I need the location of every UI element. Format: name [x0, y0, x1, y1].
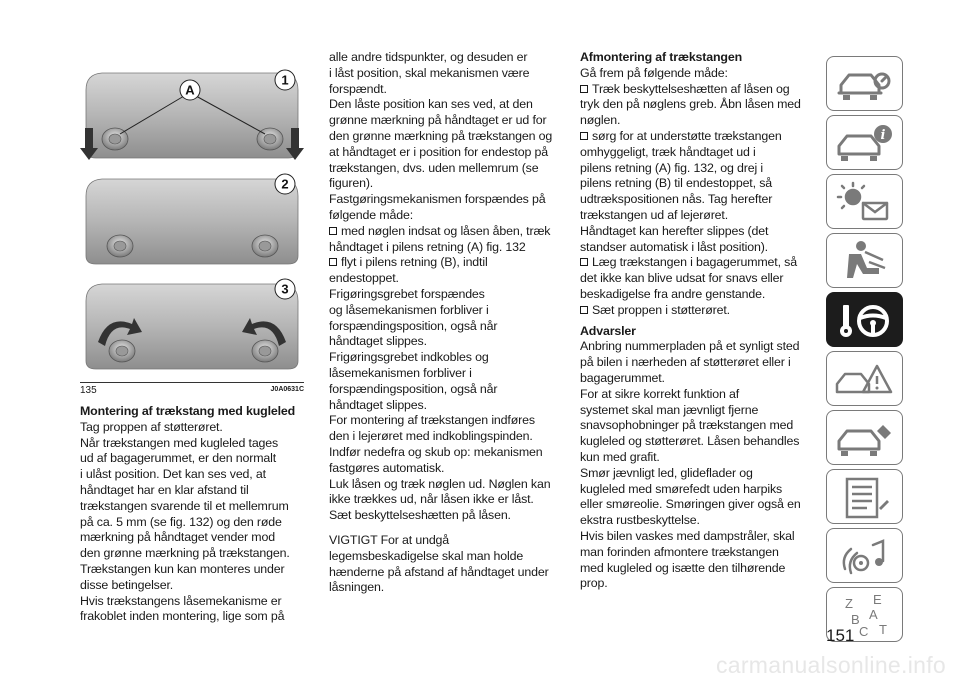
- column-1: [80, 404, 316, 625]
- text-line: at håndtaget er i position for endestop på: [329, 144, 548, 159]
- index-letter-z: Z: [845, 596, 853, 611]
- callout-1: 1: [281, 72, 289, 88]
- column-3: [580, 50, 820, 592]
- car-info-icon: [827, 116, 903, 170]
- bullet-line: [580, 113, 820, 129]
- text-line: For montering af trækstangen indføres: [329, 413, 535, 428]
- panel-2: [86, 174, 298, 264]
- svg-text:i: i: [880, 128, 886, 143]
- callout-2: 2: [281, 176, 289, 192]
- tow-bar-lock-figure: [80, 56, 304, 380]
- bullet-line: [580, 224, 820, 240]
- bullet-square-icon: [580, 85, 588, 93]
- bullet-text: håndtaget i pilens retning (A) fig. 132: [329, 239, 526, 254]
- bullet-square-icon: [329, 227, 337, 235]
- bullet-text: med nøglen indsat og låsen åben, træk: [341, 223, 551, 238]
- bullet-text: Sæt proppen i støtterøret.: [592, 302, 730, 317]
- bullet-square-icon: [580, 306, 588, 314]
- text-line: Hvis bilen vaskes med dampstråler, skal: [580, 528, 795, 543]
- index-letter-e: E: [873, 592, 882, 607]
- text-line: forspændingsposition, også når: [329, 318, 498, 333]
- bullet-text: Håndtaget kan herefter slippes (det: [580, 223, 769, 238]
- bullet-text: udtrækspositionen nås. Tag herefter: [580, 192, 773, 207]
- callout-3: 3: [281, 281, 289, 297]
- text-line: Når trækstangen med kugleled tages: [80, 435, 279, 450]
- bullet-text: tryk den på nøglens greb. Åbn låsen med: [580, 97, 801, 112]
- text-line: disse betingelser.: [80, 577, 174, 592]
- heading-warnings: Advarsler: [580, 323, 636, 338]
- col2-bullet-1: [329, 224, 569, 256]
- column-2: [329, 50, 569, 596]
- text-line: Luk låsen og træk nøglen ud. Nøglen kan: [329, 476, 551, 491]
- tab-lights[interactable]: [826, 174, 903, 229]
- text-line: Trækstangen kun kan monteres under: [80, 561, 285, 576]
- text-line: figuren).: [329, 176, 374, 191]
- bullet-text: det ikke kan blive udsat for snavs eller: [580, 271, 784, 286]
- tab-emergency[interactable]: [826, 351, 903, 406]
- bullet-text: Læg trækstangen i bagagerummet, så: [592, 255, 797, 270]
- bullet-line: [580, 192, 820, 208]
- bullet-line: [580, 97, 820, 113]
- specifications-list-icon: [827, 470, 903, 524]
- bullet-line: [329, 240, 569, 256]
- col3-bullet-2: [580, 129, 820, 255]
- seat-airbag-icon: [827, 234, 903, 288]
- index-letter-c: C: [859, 624, 869, 639]
- col1-body: [80, 420, 316, 625]
- bullet-square-icon: [329, 258, 337, 266]
- text-line: VIGTIGT For at undgå: [329, 532, 450, 547]
- bullet-line: [580, 287, 820, 303]
- bullet-square-icon: [580, 258, 588, 266]
- col3-bullet-3: [580, 255, 820, 302]
- col2-warning: [329, 533, 569, 596]
- text-line: mærkning på håndtaget vender mod: [80, 530, 275, 545]
- text-line: håndtaget har en klar afstand til: [80, 482, 249, 497]
- text-line: forspændt.: [329, 81, 387, 96]
- text-line: trækstangen, dvs. uden mellemrum (se: [329, 160, 539, 175]
- bullet-square-icon: [580, 132, 588, 140]
- car-dashboard-icon: [827, 57, 903, 111]
- index-letter-a: A: [869, 607, 878, 622]
- bullet-text: pilens retning (B) til endestoppet, så: [580, 176, 772, 191]
- bullet-line: [580, 240, 820, 256]
- text-line: Frigøringsgrebet indkobles og: [329, 350, 489, 365]
- text-line: grønne mærkning på håndtaget er ud for: [329, 113, 547, 128]
- bullet-line: [580, 303, 820, 319]
- car-warning-icon: [827, 352, 903, 406]
- text-line: i låst position, skal mekanismen være: [329, 65, 530, 80]
- text-line: bagagerummet.: [580, 370, 665, 385]
- text-line: kugleled og støtterøret. Låsen behandles: [580, 434, 800, 449]
- bullet-text: Træk beskyttelseshætten af låsen og: [592, 81, 790, 96]
- col3-bullet-1: [580, 82, 820, 129]
- bullet-text: omhyggeligt, træk håndtaget ud i: [580, 144, 756, 159]
- car-service-icon: [827, 411, 903, 465]
- text-line: i ulåst position. Det kan ses ved, at: [80, 467, 266, 482]
- bullet-line: [580, 161, 820, 177]
- text-line: følgende måde:: [329, 207, 413, 222]
- text-line: Smør jævnligt led, glideflader og: [580, 465, 753, 480]
- index-letter-t: T: [879, 622, 887, 637]
- text-line: Fastgøringsmekanismen forspændes på: [329, 192, 546, 207]
- bullet-line: [580, 176, 820, 192]
- text-line: legemsbeskadigelse skal man holde: [329, 548, 524, 563]
- tab-starting-driving[interactable]: [826, 292, 903, 347]
- text-line: frakoblet inden montering, lige som på: [80, 609, 285, 624]
- text-line: Sæt beskyttelseshætten på låsen.: [329, 508, 511, 523]
- text-line: låsemekanismen forbliver i: [329, 365, 472, 380]
- text-line: Hvis trækstangens låsemekanisme er: [80, 593, 282, 608]
- heading-mounting: Montering af trækstang med kugleled: [80, 404, 296, 418]
- text-line: fastgøres automatisk.: [329, 460, 445, 475]
- bullet-text: standser automatisk i låst position).: [580, 239, 768, 254]
- text-line: Den låste position kan ses ved, at den: [329, 97, 533, 112]
- text-line: Tag proppen af støtterøret.: [80, 419, 223, 434]
- panel-1: [80, 70, 304, 160]
- text-line: ekstra rustbeskyttelse.: [580, 513, 700, 528]
- text-line: på bilen i nærheden af støtterøret eller i: [580, 355, 791, 370]
- tab-specifications[interactable]: [826, 469, 903, 524]
- text-line: For at sikre korrekt funktion af: [580, 386, 740, 401]
- chapter-sidebar: [826, 56, 906, 646]
- text-line: håndtaget slippes.: [329, 334, 427, 349]
- text-line: den grønne mærkning på trækstangen.: [80, 546, 290, 561]
- page-number: 151: [826, 626, 855, 645]
- tab-dashboard[interactable]: [826, 56, 903, 111]
- col3-body: [580, 339, 820, 592]
- figure-code: J0A0631C: [270, 386, 304, 393]
- text-line: man forinden afmontere trækstangen: [580, 544, 779, 559]
- text-line: Indfør nedefra og skub op: mekanismen: [329, 444, 543, 459]
- index-letter-b: B: [851, 612, 860, 627]
- panel-3: [86, 279, 298, 369]
- text-line: prop.: [580, 576, 608, 591]
- text-line: den i lejerøret med indkoblingspinden.: [329, 429, 533, 444]
- bullet-text: trækstangen ud af lejerøret.: [580, 207, 729, 222]
- bullet-text: flyt i pilens retning (B), indtil: [341, 255, 488, 270]
- text-line: på ca. 5 mm (se fig. 132) og den røde: [80, 514, 282, 529]
- tab-car-info[interactable]: [826, 115, 903, 170]
- bullet-text: pilens retning (A) fig. 132, og drej i: [580, 160, 764, 175]
- figure-caption: [80, 382, 304, 397]
- bullet-line: [580, 255, 820, 271]
- col2-body-b: [329, 287, 569, 524]
- tab-safety[interactable]: [826, 233, 903, 288]
- text-line: ud af bagagerummet, er den normalt: [80, 451, 277, 466]
- bullet-line: [580, 82, 820, 98]
- bullet-text: sørg for at understøtte trækstangen: [592, 128, 782, 143]
- heading-removal: Afmontering af trækstangen: [580, 50, 743, 64]
- col3-bullet-4: [580, 303, 820, 319]
- text-line: kun med grafit.: [580, 449, 660, 464]
- text-line: hænderne på afstand af håndtaget under: [329, 564, 549, 579]
- bullet-text: beskadigelse fra andre genstande.: [580, 286, 766, 301]
- bullet-text: nøglen.: [580, 113, 621, 128]
- col2-body-a: [329, 50, 569, 224]
- callout-a: A: [185, 82, 195, 98]
- text-line: kugleled med smørefedt uden harpiks: [580, 481, 783, 496]
- bullet-line: [580, 145, 820, 161]
- text-line: den grønne mærkning på trækstangen og: [329, 128, 553, 143]
- bullet-line: [329, 224, 569, 240]
- bullet-line: [580, 129, 820, 145]
- text-line: ikke trækkes ud, når låsen ikke er låst.: [329, 492, 534, 507]
- tab-multimedia[interactable]: [826, 528, 903, 583]
- text-line: forspændingsposition, også når: [329, 381, 498, 396]
- text-line: låsningen.: [329, 580, 384, 595]
- bullet-line: [329, 271, 569, 287]
- text-line: Frigøringsgrebet forspændes: [329, 286, 485, 301]
- figure-number: 135: [80, 385, 97, 396]
- text-line: trækstangen svarende til et mellemrum: [80, 498, 289, 513]
- text-line: håndtaget slippes.: [329, 397, 427, 412]
- bullet-line: [580, 271, 820, 287]
- multimedia-icon: [827, 529, 903, 583]
- bullet-line: [329, 255, 569, 271]
- watermark: carmanualsonline.info: [715, 652, 946, 678]
- text-line: og låsemekanismen forbliver i: [329, 302, 489, 317]
- col2-bullet-2: [329, 255, 569, 287]
- tab-service[interactable]: [826, 410, 903, 465]
- text-line: snavsophobninger på trækstangen med: [580, 418, 794, 433]
- light-envelope-icon: [827, 175, 903, 229]
- text-line: systemet skal man jævnligt fjerne: [580, 402, 759, 417]
- bullet-text: endestoppet.: [329, 271, 399, 286]
- text-line: Anbring nummerpladen på et synligt sted: [580, 339, 800, 354]
- text-line: eller smøreolie. Smøringen giver også en: [580, 497, 801, 512]
- bullet-line: [580, 208, 820, 224]
- text-line: alle andre tidspunkter, og desuden er: [329, 50, 528, 64]
- text-line: med kugleled og isætte den tilhørende: [580, 560, 786, 575]
- removal-intro: Gå frem på følgende måde:: [580, 65, 728, 80]
- key-steering-wheel-icon: [827, 293, 903, 347]
